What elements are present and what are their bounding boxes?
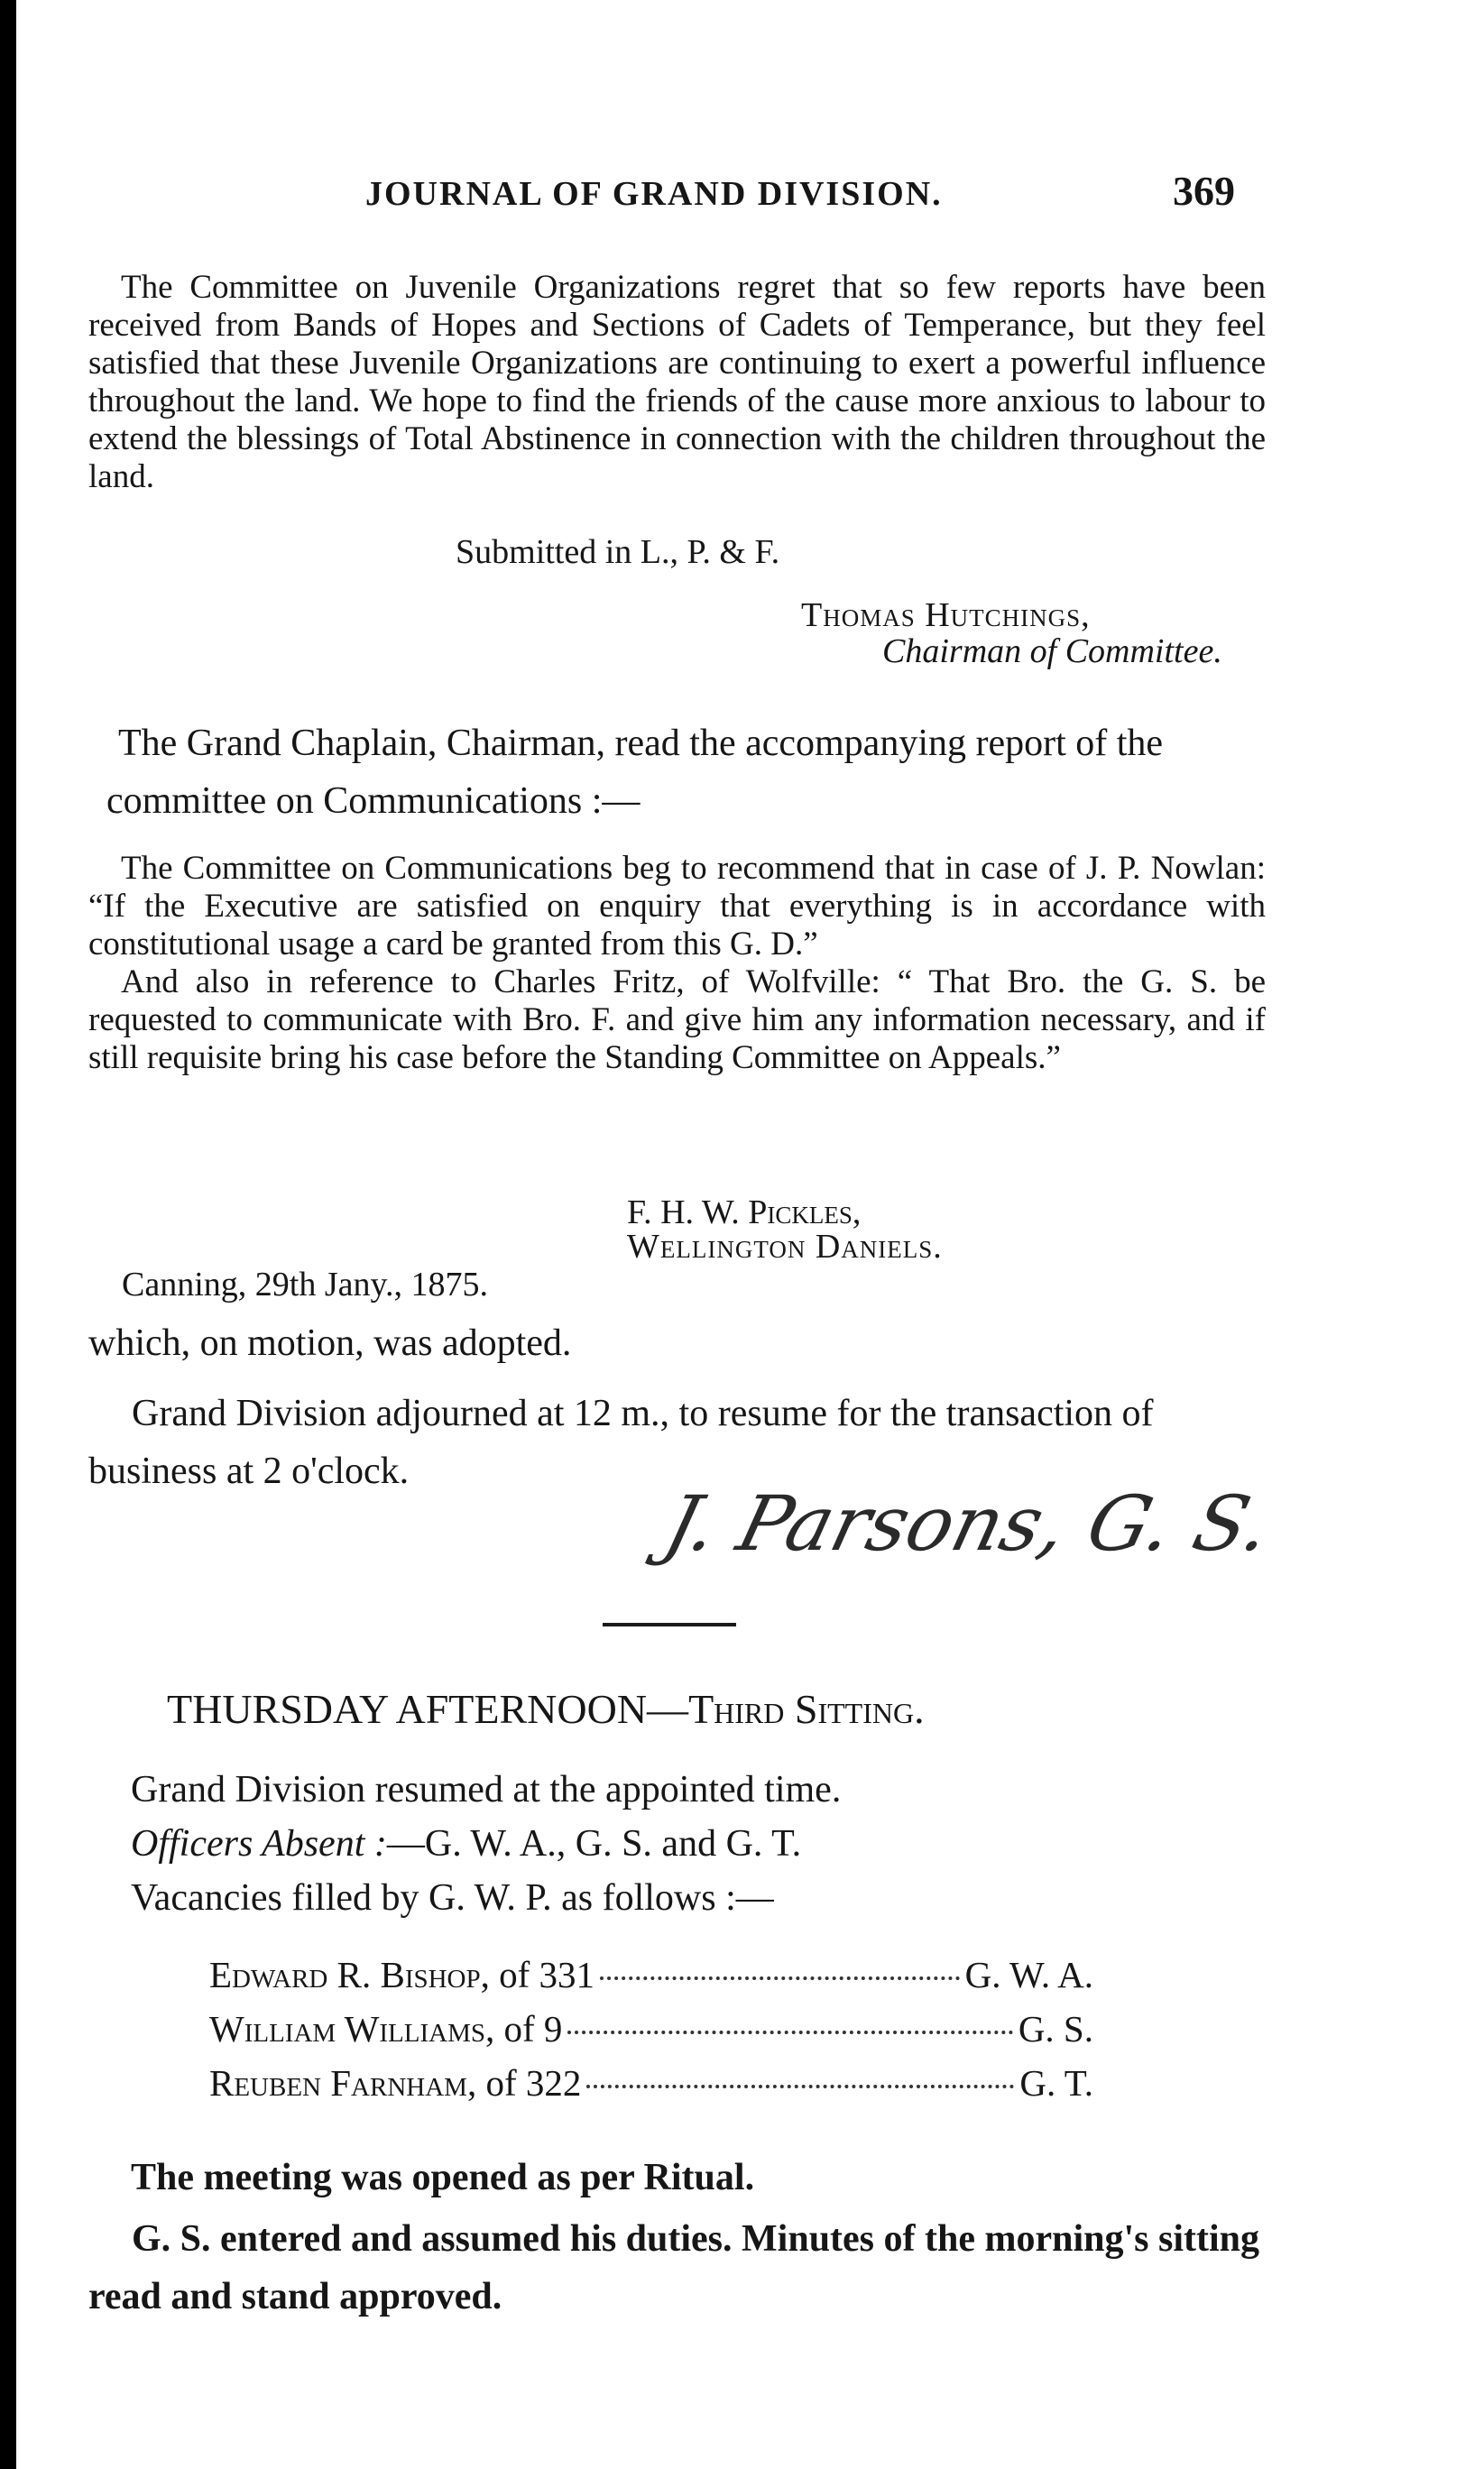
juvenile-signer-title: Chairman of Committee. xyxy=(882,632,1222,670)
page-binding-edge xyxy=(0,0,16,2469)
chaplain-intro-text: The Grand Chaplain, Chairman, read the accompanying report of the committee on Communications :— xyxy=(106,723,1164,822)
leader-dots xyxy=(600,1976,960,1980)
officer-name-text: Reuben Farnham, xyxy=(209,2062,477,2104)
communications-signer-2: Wellington Daniels. xyxy=(627,1228,943,1266)
officer-lodge: of 331 xyxy=(489,1954,595,1995)
adjourned-text: Grand Division adjourned at 12 m., to resume for the transaction of business at 2 o'clock. xyxy=(88,1393,1154,1492)
officer-row xyxy=(209,1953,1093,2004)
communications-signer-1: F. H. W. Pickles, xyxy=(627,1193,862,1231)
vacancies-line: Vacancies filled by G. W. P. as follows :— xyxy=(131,1877,774,1919)
officer-office: G. W. A. xyxy=(964,1954,1093,1995)
leader-dots xyxy=(586,2085,1014,2088)
officer-office: G. T. xyxy=(1019,2062,1093,2104)
entered-block xyxy=(88,2210,1297,2326)
leader-dots xyxy=(567,2031,1012,2034)
handwritten-signature: J. Parsons, G. S. xyxy=(656,1479,1280,1568)
section-heading-main: THURSDAY AFTERNOON— xyxy=(167,1686,689,1732)
officer-office: G. S. xyxy=(1018,2008,1093,2050)
page-number: 369 xyxy=(1173,168,1235,214)
officer-row xyxy=(209,2061,1093,2112)
juvenile-report xyxy=(88,269,1266,496)
officers-absent-value: —G. W. A., G. S. and G. T. xyxy=(386,1823,802,1865)
officer-lodge: of 9 xyxy=(494,2008,563,2050)
officer-lodge: of 322 xyxy=(476,2062,582,2104)
officer-name-text: William Williams, xyxy=(209,2008,495,2050)
meeting-opened-line: The meeting was opened as per Ritual. xyxy=(131,2157,755,2198)
adopted-line: which, on motion, was adopted. xyxy=(88,1322,572,1364)
juvenile-report-paragraph: The Committee on Juvenile Organizations regret that so few reports have been received from Bands of Hopes and Sections of Cadets of Temperance, but they feel satisfied that these Juvenile Organizations are continuing to exert a powerful influence throughout the land. We hope to find the friends of the cause more anxious to labour to extend the blessings of Total Abstinence in connection with the children throughout the land. xyxy=(88,269,1266,495)
entered-text: G. S. entered and assumed his duties. Minutes of the morning's sitting read and stand approved. xyxy=(88,2218,1260,2317)
section-divider xyxy=(603,1623,736,1626)
section-heading xyxy=(167,1685,925,1733)
resumed-line: Grand Division resumed at the appointed time. xyxy=(131,1769,842,1810)
section-heading-sub: Third Sitting. xyxy=(688,1686,925,1732)
officers-absent-line xyxy=(131,1822,801,1866)
running-title: JOURNAL OF GRAND DIVISION. xyxy=(365,175,943,213)
submitted-line: Submitted in L., P. & F. xyxy=(456,533,780,571)
officer-name xyxy=(209,1953,595,1996)
communications-paragraph-2: And also in reference to Charles Fritz, of Wolfville: “ That Bro. the G. S. be requested to communicate with Bro. F. and give him any information necessary, and if still requisite bring his case before the Standing Committee on Appeals.” xyxy=(88,963,1266,1076)
communications-paragraph-1: The Committee on Communications beg to recommend that in case of J. P. Nowlan: “If the Executive are satisfied on enquiry that everything is in accordance with constitutional usage a card be granted from this G. D.” xyxy=(88,850,1266,963)
chaplain-intro xyxy=(106,714,1279,830)
officer-row xyxy=(209,2007,1093,2058)
officers-absent-label: Officers Absent : xyxy=(131,1823,387,1865)
officer-name xyxy=(209,2007,562,2050)
place-date: Canning, 29th Jany., 1875. xyxy=(122,1266,489,1304)
officer-name xyxy=(209,2061,581,2105)
page-header xyxy=(0,167,1484,230)
officer-name-text: Edward R. Bishop, xyxy=(209,1954,490,1995)
juvenile-signer-name: Thomas Hutchings, xyxy=(801,596,1091,634)
communications-report xyxy=(88,850,1266,1077)
